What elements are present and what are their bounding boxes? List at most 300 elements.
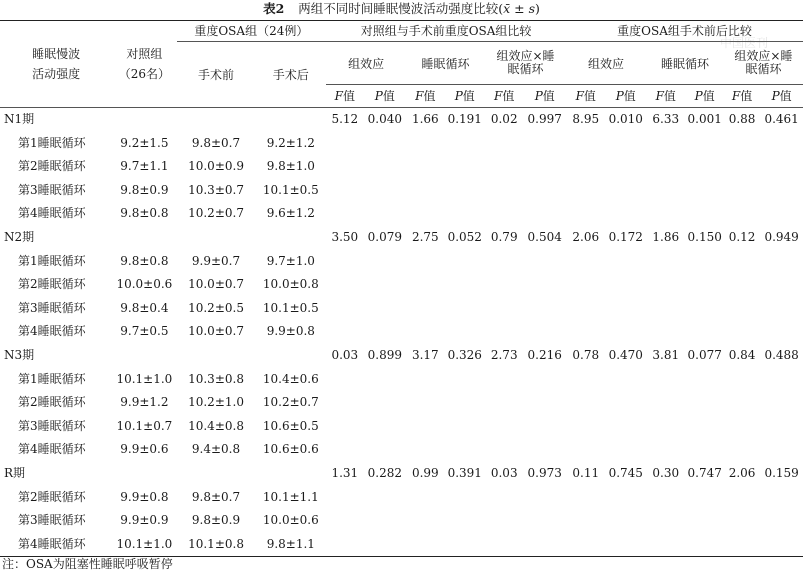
empty-cell (326, 132, 363, 156)
header-row-1 (0, 21, 803, 42)
period-label: N3期 (4, 347, 35, 362)
empty-cell (724, 202, 760, 226)
empty-cell (485, 155, 523, 179)
empty-cell (566, 155, 605, 179)
empty-cell (523, 486, 566, 510)
empty-cell (760, 132, 803, 156)
empty-cell (523, 533, 566, 557)
empty-cell (760, 368, 803, 392)
post-surgery-value: 9.8±1.1 (256, 533, 327, 557)
empty-cell (256, 344, 327, 368)
pre-surgery-header: 手术前 (198, 68, 235, 82)
empty-cell (326, 202, 363, 226)
empty-cell (406, 179, 444, 203)
comparison-1-header: 对照组与手术前重度OSA组比较 (326, 21, 566, 42)
f-value: 0.12 (728, 229, 756, 244)
cycle-label: 第4睡眠循环 (0, 533, 112, 557)
p-value: 0.172 (608, 229, 643, 244)
p-value: 0.949 (764, 229, 799, 244)
f-value: 0.78 (572, 347, 600, 362)
empty-cell (724, 320, 760, 344)
empty-cell (566, 368, 605, 392)
pre-surgery-value: 10.4±0.8 (188, 418, 244, 433)
post-surgery-value: 10.0±0.8 (262, 277, 319, 292)
f-value: 6.33 (646, 108, 685, 132)
empty-cell (485, 368, 523, 392)
empty-cell (326, 438, 363, 462)
empty-cell (445, 202, 486, 226)
empty-cell (523, 438, 566, 462)
empty-cell (566, 250, 605, 274)
empty-cell (326, 297, 363, 321)
f-value-header: F值 (334, 89, 355, 103)
f-value: 2.06 (728, 465, 756, 480)
control-value: 9.2±1.5 (120, 135, 169, 150)
period-label: R期 (4, 465, 26, 480)
empty-cell (177, 108, 256, 132)
empty-cell (685, 297, 723, 321)
empty-cell (326, 273, 363, 297)
empty-cell (760, 486, 803, 510)
period-label: N1期 (0, 108, 112, 132)
p-value: 0.997 (523, 108, 566, 132)
empty-cell (646, 391, 685, 415)
f-value: 8.95 (566, 108, 605, 132)
pre-surgery-value: 10.1±0.8 (177, 533, 256, 557)
table-row (0, 273, 803, 297)
empty-cell (445, 391, 486, 415)
empty-cell (112, 226, 176, 250)
empty-cell (566, 320, 605, 344)
empty-cell (326, 179, 363, 203)
empty-cell (445, 155, 486, 179)
f-value: 1.66 (406, 108, 444, 132)
p-value-header: P值 (615, 89, 636, 103)
empty-cell (724, 132, 760, 156)
pre-surgery-value: 10.0±0.7 (188, 277, 244, 292)
f-value: 0.79 (490, 229, 518, 244)
empty-cell (364, 533, 407, 557)
interaction-header-2: 组效应×睡 眠循环 (724, 42, 803, 85)
p-value: 0.216 (527, 347, 562, 362)
post-surgery-value: 9.2±1.2 (266, 135, 315, 150)
empty-cell (760, 202, 803, 226)
interaction-header-1: 组效应×睡 眠循环 (485, 42, 566, 85)
pre-surgery-value: 10.3±0.7 (188, 182, 244, 197)
data-table (0, 20, 803, 557)
empty-cell (646, 155, 685, 179)
table-title-suffix: ) (535, 1, 540, 16)
table-number: 表2 (263, 1, 285, 16)
control-value: 9.8±0.4 (120, 300, 169, 315)
empty-cell (523, 320, 566, 344)
empty-cell (724, 486, 760, 510)
pre-surgery-value: 9.8±0.7 (191, 489, 241, 504)
empty-cell (724, 368, 760, 392)
empty-cell (646, 415, 685, 439)
empty-cell (406, 155, 444, 179)
table-row (0, 155, 803, 179)
row-label-header: 睡眠慢波 活动强度 (0, 21, 112, 108)
cycle-label: 第4睡眠循环 (18, 442, 86, 457)
table-row (0, 250, 803, 274)
post-surgery-value: 10.0±0.6 (262, 513, 319, 528)
p-value: 0.282 (367, 465, 402, 480)
empty-cell (485, 179, 523, 203)
empty-cell (406, 415, 444, 439)
pre-surgery-value: 10.0±0.9 (188, 159, 244, 174)
cycle-label: 第1睡眠循环 (18, 135, 86, 150)
empty-cell (566, 202, 605, 226)
empty-cell (685, 155, 723, 179)
table-row (0, 202, 803, 226)
pre-surgery-value: 9.9±0.7 (191, 253, 241, 268)
empty-cell (685, 391, 723, 415)
p-value: 0.150 (687, 229, 722, 244)
empty-cell (566, 438, 605, 462)
p-value: 0.159 (764, 465, 799, 480)
empty-cell (177, 344, 256, 368)
group-effect-header-2: 组效应 (566, 42, 646, 85)
cycle-label: 第2睡眠循环 (18, 159, 86, 174)
empty-cell (485, 273, 523, 297)
empty-cell (685, 273, 723, 297)
f-value-header: F值 (415, 89, 436, 103)
p-value: 0.747 (687, 465, 722, 480)
empty-cell (646, 486, 685, 510)
empty-cell (364, 415, 407, 439)
empty-cell (326, 486, 363, 510)
empty-cell (406, 320, 444, 344)
empty-cell (523, 250, 566, 274)
empty-cell (760, 320, 803, 344)
empty-cell (445, 179, 486, 203)
table-row (0, 415, 803, 439)
f-value: 2.75 (411, 229, 439, 244)
empty-cell (364, 202, 407, 226)
p-value: 0.040 (364, 108, 407, 132)
p-value-header: P值 (374, 89, 395, 103)
empty-cell (364, 509, 407, 533)
empty-cell (606, 391, 647, 415)
empty-cell (724, 391, 760, 415)
p-value: 0.010 (606, 108, 647, 132)
empty-cell (685, 533, 723, 557)
empty-cell (646, 509, 685, 533)
empty-cell (566, 415, 605, 439)
table-row (0, 486, 803, 510)
empty-cell (724, 438, 760, 462)
empty-cell (326, 155, 363, 179)
p-value: 0.899 (367, 347, 402, 362)
post-surgery-value: 10.1±1.1 (262, 489, 319, 504)
empty-cell (606, 202, 647, 226)
cycle-label: 第3睡眠循环 (18, 418, 86, 433)
pre-surgery-value: 9.8±0.7 (191, 135, 241, 150)
f-value: 5.12 (326, 108, 363, 132)
table-row (0, 179, 803, 203)
empty-cell (523, 179, 566, 203)
empty-cell (364, 368, 407, 392)
empty-cell (326, 533, 363, 557)
empty-cell (326, 368, 363, 392)
empty-cell (406, 250, 444, 274)
empty-cell (485, 202, 523, 226)
empty-cell (485, 533, 523, 557)
empty-cell (523, 391, 566, 415)
control-value: 9.7±0.5 (120, 324, 169, 339)
p-value-header: P值 (534, 89, 555, 103)
table-row (0, 438, 803, 462)
empty-cell (606, 297, 647, 321)
empty-cell (523, 155, 566, 179)
p-value: 0.973 (527, 465, 562, 480)
cycle-label: 第3睡眠循环 (18, 182, 86, 197)
post-surgery-value: 9.8±1.0 (266, 159, 315, 174)
empty-cell (606, 132, 647, 156)
empty-cell (685, 509, 723, 533)
empty-cell (485, 415, 523, 439)
empty-cell (606, 509, 647, 533)
f-value: 1.31 (331, 465, 359, 480)
empty-cell (606, 368, 647, 392)
post-surgery-value: 10.6±0.6 (262, 442, 319, 457)
f-value: 3.50 (331, 229, 359, 244)
f-value: 0.84 (728, 347, 756, 362)
empty-cell (445, 415, 486, 439)
control-value: 9.8±0.8 (120, 206, 169, 221)
empty-cell (685, 368, 723, 392)
mean-sd-symbol: x̄ ± s (503, 1, 536, 16)
empty-cell (646, 250, 685, 274)
empty-cell (364, 438, 407, 462)
pre-surgery-value: 9.4±0.8 (191, 442, 241, 457)
f-value: 3.81 (652, 347, 680, 362)
empty-cell (326, 509, 363, 533)
empty-cell (406, 132, 444, 156)
cycle-label: 第3睡眠循环 (18, 300, 86, 315)
empty-cell (646, 179, 685, 203)
f-value: 0.02 (485, 108, 523, 132)
empty-cell (606, 415, 647, 439)
empty-cell (485, 486, 523, 510)
empty-cell (724, 533, 760, 557)
empty-cell (406, 368, 444, 392)
table-title: 两组不同时间睡眠慢波活动强度比较( (298, 1, 504, 16)
empty-cell (485, 438, 523, 462)
empty-cell (566, 132, 605, 156)
osa-group-header: 重度OSA组（24例） (177, 21, 327, 42)
empty-cell (523, 297, 566, 321)
empty-cell (760, 155, 803, 179)
empty-cell (326, 415, 363, 439)
empty-cell (364, 320, 407, 344)
f-value: 0.99 (411, 465, 439, 480)
f-value: 0.88 (724, 108, 760, 132)
cycle-label: 第1睡眠循环 (18, 371, 86, 386)
control-header: 对照组 （26名） (112, 21, 176, 108)
empty-cell (445, 438, 486, 462)
period-row (0, 226, 803, 250)
empty-cell (445, 509, 486, 533)
empty-cell (326, 391, 363, 415)
empty-cell (685, 250, 723, 274)
table-row (0, 509, 803, 533)
empty-cell (760, 391, 803, 415)
cycle-label: 第2睡眠循环 (18, 489, 86, 504)
f-value: 0.03 (490, 465, 518, 480)
f-value-header: F值 (575, 89, 596, 103)
comparison-2-header: 重度OSA组手术前后比较 (566, 21, 803, 42)
f-value: 1.86 (652, 229, 680, 244)
empty-cell (364, 297, 407, 321)
post-surgery-value: 9.7±1.0 (266, 253, 315, 268)
empty-cell (606, 179, 647, 203)
p-value: 0.052 (447, 229, 482, 244)
empty-cell (364, 132, 407, 156)
period-row (0, 344, 803, 368)
empty-cell (112, 462, 176, 486)
p-value: 0.504 (527, 229, 562, 244)
p-value-header: P值 (454, 89, 475, 103)
empty-cell (724, 509, 760, 533)
empty-cell (406, 273, 444, 297)
group-effect-header-1: 组效应 (326, 42, 406, 85)
empty-cell (606, 155, 647, 179)
pre-surgery-value: 9.8±0.9 (191, 513, 241, 528)
empty-cell (685, 202, 723, 226)
table-row (0, 391, 803, 415)
empty-cell (445, 297, 486, 321)
control-value: 10.1±0.7 (116, 418, 173, 433)
cycle-label: 第4睡眠循环 (18, 324, 86, 339)
empty-cell (760, 415, 803, 439)
empty-cell (364, 486, 407, 510)
control-value: 9.9±0.9 (120, 513, 169, 528)
watermark: 中国医刊 (720, 36, 769, 50)
empty-cell (523, 273, 566, 297)
empty-cell (364, 273, 407, 297)
table-row (0, 533, 803, 557)
empty-cell (724, 250, 760, 274)
empty-cell (256, 108, 327, 132)
table-caption (0, 0, 803, 18)
empty-cell (406, 391, 444, 415)
table-row (0, 368, 803, 392)
empty-cell (760, 273, 803, 297)
control-value: 9.9±0.6 (120, 442, 169, 457)
f-value: 0.11 (572, 465, 600, 480)
empty-cell (685, 438, 723, 462)
empty-cell (406, 297, 444, 321)
empty-cell (606, 320, 647, 344)
empty-cell (364, 155, 407, 179)
empty-cell (566, 509, 605, 533)
pre-surgery-value: 10.3±0.8 (188, 371, 244, 386)
empty-cell (760, 250, 803, 274)
p-value: 0.326 (447, 347, 482, 362)
p-value: 0.191 (445, 108, 486, 132)
f-value: 2.73 (490, 347, 518, 362)
post-surgery-value: 10.1±0.5 (262, 300, 319, 315)
empty-cell (485, 132, 523, 156)
p-value: 0.079 (367, 229, 402, 244)
empty-cell (485, 297, 523, 321)
empty-cell (760, 533, 803, 557)
empty-cell (646, 533, 685, 557)
empty-cell (724, 179, 760, 203)
empty-cell (646, 368, 685, 392)
empty-cell (364, 391, 407, 415)
control-value: 10.1±1.0 (116, 371, 173, 386)
empty-cell (445, 486, 486, 510)
empty-cell (406, 438, 444, 462)
f-value-header: F值 (731, 89, 753, 103)
empty-cell (523, 415, 566, 439)
sleep-cycle-header-1: 睡眠循环 (406, 42, 485, 85)
empty-cell (256, 226, 327, 250)
empty-cell (606, 533, 647, 557)
empty-cell (646, 132, 685, 156)
empty-cell (364, 250, 407, 274)
pre-surgery-value: 10.2±1.0 (188, 395, 244, 410)
empty-cell (445, 368, 486, 392)
empty-cell (566, 533, 605, 557)
control-value: 9.9±0.8 (120, 489, 169, 504)
control-value: 9.7±1.1 (120, 159, 169, 174)
empty-cell (606, 273, 647, 297)
empty-cell (326, 320, 363, 344)
empty-cell (523, 509, 566, 533)
empty-cell (606, 486, 647, 510)
sleep-cycle-header-2: 睡眠循环 (646, 42, 724, 85)
f-value: 3.17 (411, 347, 439, 362)
pre-surgery-value: 10.2±0.7 (188, 206, 244, 221)
empty-cell (523, 132, 566, 156)
table-row (0, 320, 803, 344)
cycle-label: 第1睡眠循环 (18, 253, 86, 268)
empty-cell (406, 486, 444, 510)
p-value: 0.745 (608, 465, 643, 480)
post-surgery-value: 9.9±0.8 (266, 324, 315, 339)
empty-cell (523, 368, 566, 392)
empty-cell (566, 273, 605, 297)
cycle-label: 第2睡眠循环 (18, 277, 86, 292)
empty-cell (724, 415, 760, 439)
table-footnote: 注：OSA为阻塞性睡眠呼吸暂停 (2, 557, 173, 571)
empty-cell (445, 132, 486, 156)
empty-cell (177, 226, 256, 250)
empty-cell (326, 250, 363, 274)
empty-cell (685, 132, 723, 156)
control-value: 9.8±0.8 (120, 253, 169, 268)
empty-cell (112, 108, 176, 132)
empty-cell (685, 179, 723, 203)
empty-cell (724, 297, 760, 321)
p-value: 0.077 (687, 347, 722, 362)
empty-cell (646, 297, 685, 321)
f-value-header: F值 (655, 89, 676, 103)
empty-cell (566, 179, 605, 203)
empty-cell (724, 273, 760, 297)
empty-cell (406, 533, 444, 557)
cycle-label: 第4睡眠循环 (18, 206, 86, 221)
empty-cell (566, 391, 605, 415)
control-value: 10.0±0.6 (116, 277, 173, 292)
empty-cell (485, 509, 523, 533)
empty-cell (685, 486, 723, 510)
post-surgery-header: 手术后 (272, 68, 309, 82)
